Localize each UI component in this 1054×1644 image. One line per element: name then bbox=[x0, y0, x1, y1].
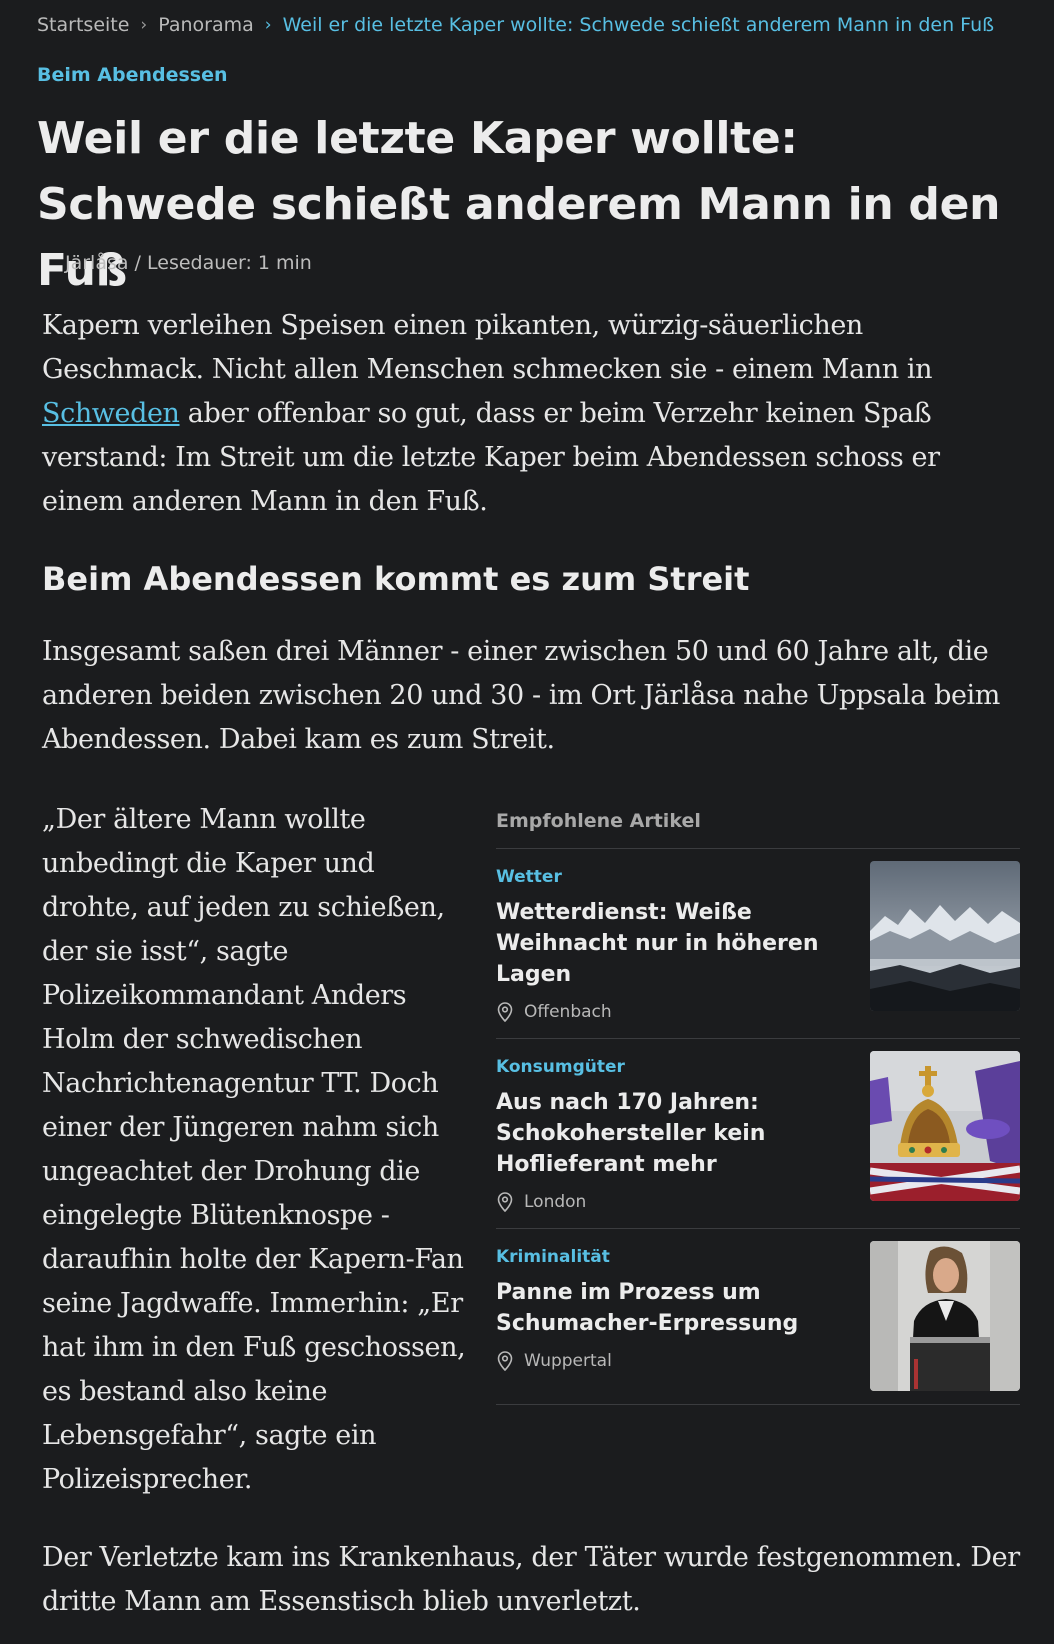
snowy-mountains-thumbnail[interactable] bbox=[870, 861, 1020, 1011]
recommended-item[interactable] bbox=[496, 1039, 1020, 1229]
location-pin-icon bbox=[496, 1002, 514, 1022]
schweden-link[interactable]: Schweden bbox=[42, 398, 180, 429]
recommended-location bbox=[496, 1002, 856, 1022]
location-pin-icon bbox=[496, 1192, 514, 1212]
article-paragraph-3: „Der ältere Mann wollte unbedingt die Kaper und drohte, auf jeden zu schießen, der sie isst“, sagte Polizeikommandant Anders Holm der schwedischen Nachrichtenagentur TT. Doch einer der Jüngeren nahm sich ungeachtet der Drohung die eingelegte Blütenknospe - daraufhin holte der Kapern-Fan seine Jagdwaffe. Immerhin: „Er hat ihm in den Fuß geschossen, es bestand also keine Lebensgefahr“, sagte ein Polizeisprecher. bbox=[42, 804, 466, 1495]
recommended-headline[interactable]: Aus nach 170 Jahren: Schokohersteller kein Hoflieferant mehr bbox=[496, 1090, 766, 1177]
breadcrumb-section-link[interactable]: Panorama bbox=[158, 14, 254, 36]
recommended-articles bbox=[496, 810, 1020, 1405]
article-paragraph-1 bbox=[42, 304, 1017, 524]
breadcrumb bbox=[37, 14, 994, 36]
article-title: Weil er die letzte Kaper wollte: Schwede schießt anderem Mann in den Fuß bbox=[37, 113, 1001, 296]
courtroom-judge-thumbnail[interactable] bbox=[870, 1241, 1020, 1391]
breadcrumb-home-link[interactable]: Startseite bbox=[37, 14, 130, 36]
breadcrumb-current: Weil er die letzte Kaper wollte: Schwede schießt anderem Mann in den Fuß bbox=[282, 14, 995, 36]
article-meta: Järlåsa / Lesedauer: 1 min bbox=[65, 252, 312, 274]
recommended-headline[interactable]: Panne im Prozess um Schumacher-Erpressung bbox=[496, 1280, 799, 1336]
article-kicker: Beim Abendessen bbox=[37, 64, 228, 86]
paragraph-text: aber offenbar so gut, dass er beim Verzehr keinen Spaß verstand: Im Streit um die letzte Kaper beim Abendessen schoss er einem anderen Mann in den Fuß. bbox=[42, 398, 940, 517]
royal-crown-thumbnail[interactable] bbox=[870, 1051, 1020, 1201]
paragraph-text: Kapern verleihen Speisen einen pikanten, würzig-säuerlichen Geschmack. Nicht allen Menschen schmecken sie - einem Mann in bbox=[42, 310, 933, 385]
recommended-location bbox=[496, 1351, 856, 1371]
location-pin-icon bbox=[496, 1351, 514, 1371]
recommended-location bbox=[496, 1192, 856, 1212]
location-text: Offenbach bbox=[524, 1002, 612, 1022]
article-paragraph-4: Der Verletzte kam ins Krankenhaus, der Täter wurde festgenommen. Der dritte Mann am Essenstisch blieb unverletzt. bbox=[42, 1542, 1020, 1617]
recommended-category: Wetter bbox=[496, 867, 562, 887]
chevron-right-icon: › bbox=[264, 15, 272, 35]
recommended-headline[interactable]: Wetterdienst: Weiße Weihnacht nur in höheren Lagen bbox=[496, 900, 819, 987]
article-subheading: Beim Abendessen kommt es zum Streit bbox=[42, 560, 750, 598]
recommended-item[interactable] bbox=[496, 1229, 1020, 1405]
recommended-item[interactable] bbox=[496, 849, 1020, 1039]
location-text: London bbox=[524, 1192, 587, 1212]
recommended-title: Empfohlene Artikel bbox=[496, 810, 1020, 849]
recommended-category: Kriminalität bbox=[496, 1247, 610, 1267]
chevron-right-icon: › bbox=[140, 15, 148, 35]
article-paragraph-2: Insgesamt saßen drei Männer - einer zwischen 50 und 60 Jahre alt, die anderen beiden zwischen 20 und 30 - im Ort Järlåsa nahe Uppsala beim Abendessen. Dabei kam es zum Streit. bbox=[42, 636, 1000, 755]
location-text: Wuppertal bbox=[524, 1351, 612, 1371]
recommended-category: Konsumgüter bbox=[496, 1057, 625, 1077]
